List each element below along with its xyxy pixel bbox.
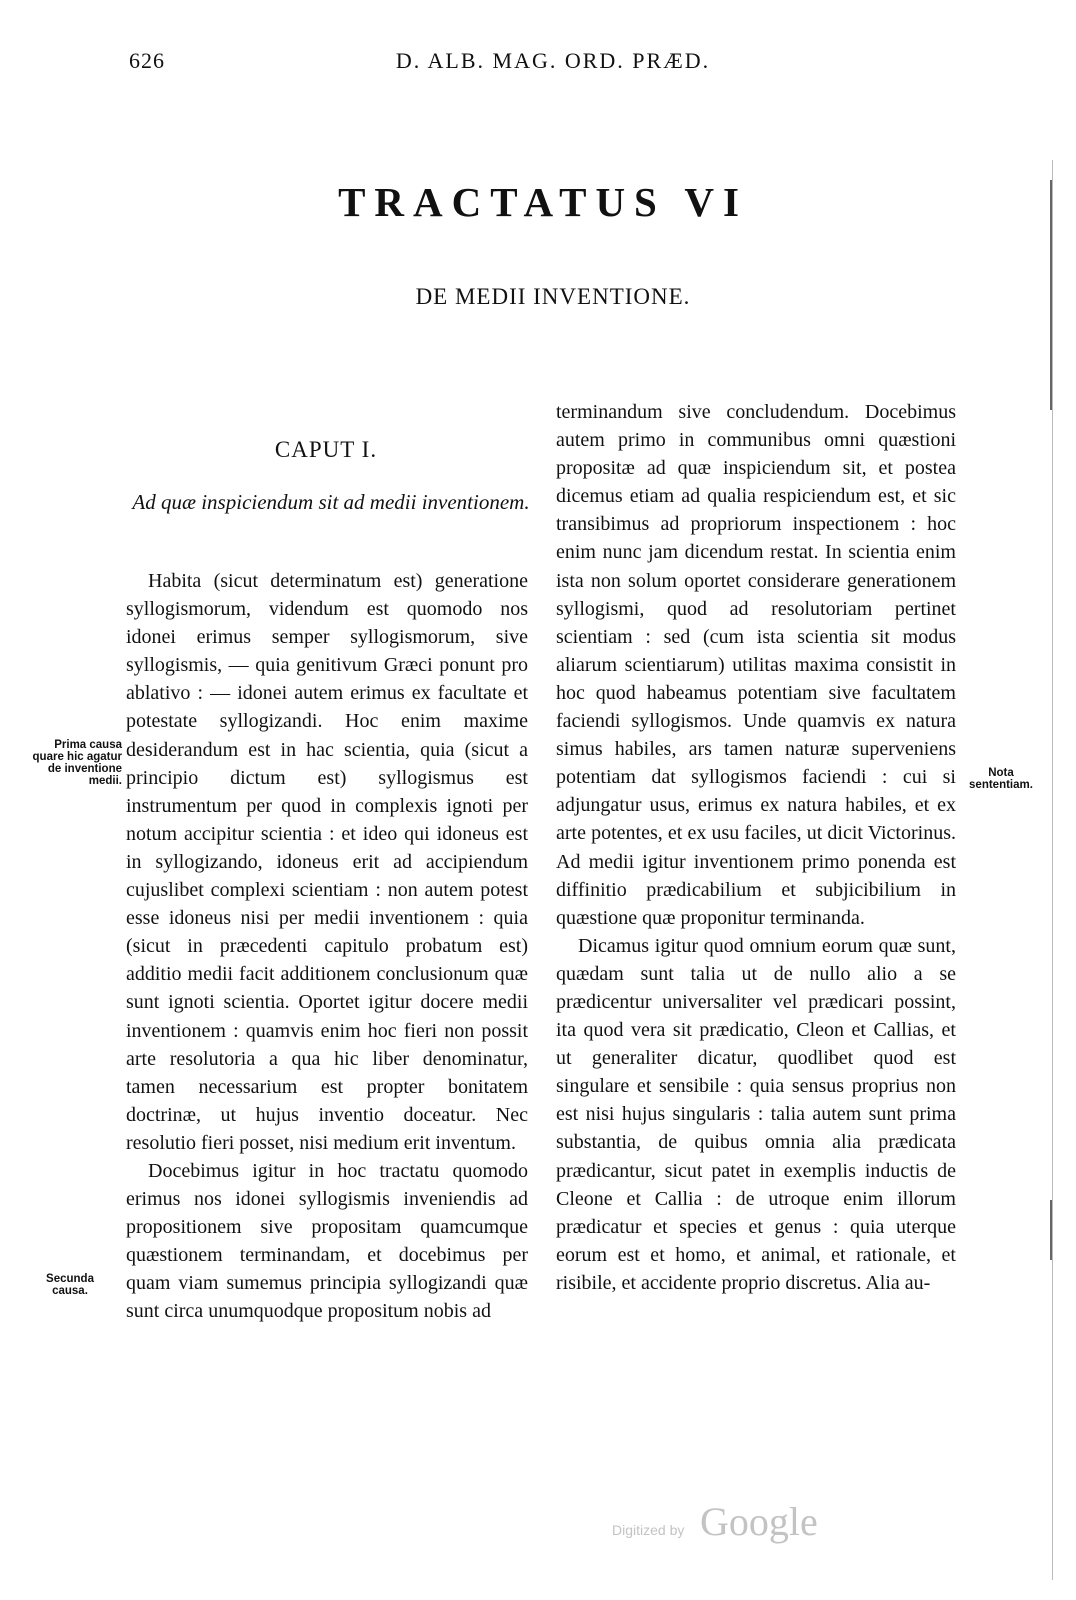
left-column [126,567,528,1326]
treatise-title: TRACTATUS VI [338,179,748,225]
scan-edge-mark-lower [1050,1200,1052,1260]
right-paragraph-2: Dicamus igitur quod omnium eorum quæ sunt, quædam sunt talia ut de nullo alio a se prædicentur universaliter vel prædicari possint, ita quod vera sit prædicatio, Cleon et Callias, et ut generaliter dicatur, quodlibet quod est singulare et sensibile : quia sensus proprius non est nisi hujus singularis : talia autem sunt prima substantia, de quibus omnia alia prædicata prædicantur, sicut patet in exemplis inductis de Cleone et Callia : de utroque enim illorum prædicatur et species et genus : quia uterque eorum est et homo, et animal, et rationale, et risibile, et accidente proprio discretus. Alia au- [556,934,956,1294]
page-header [0,48,1076,78]
watermark-digitized-by: Digitized by [612,1522,685,1538]
google-watermark [612,1498,842,1548]
margin-note-nota-sententiam: Nota sententiam. [969,767,1033,791]
right-column [556,398,956,1297]
running-head: D. ALB. MAG. ORD. PRÆD. [395,48,711,73]
chapter-heading: CAPUT I. [274,437,378,462]
margin-note-prima-causa: Prima causa quare hic agatur de inventione medii. [32,739,122,787]
treatise-subtitle: DE MEDII INVENTIONE. [415,284,691,309]
chapter-summary: Ad quæ inspiciendum sit ad medii inventionem. [132,490,530,514]
left-paragraph-1: Habita (sicut determinatum est) generatione syllogismorum, videndum est quomodo nos idonei erimus semper syllogismorum, sive syllogismis, — quia genitivum Græci ponunt pro ablativo : — idonei autem erimus ex facultate et potestate syllogizandi. Hoc enim maxime desiderandum est in hac scientia, quia (sicut a principio dictum est) syllogismus est instrumentum per quod in complexis ignoti per notum accipitur scientia : et ideo qui idoneus est in syllogizando, idoneus erit ad accipiendum cujuslibet complexi scientiam : non autem potest esse idoneus nisi per medii inventionem : quia (sicut in præcedenti capitulo probatum est) additio medii facit additionem conclusionum quæ sunt ignoti scientia. Oportet igitur docere medii inventionem : quamvis enim hoc fieri non possit arte resolutoria a qua hic liber denominatur, tamen necessarium est propter bonitatem doctrinæ, ut hujus inventio doceatur. Nec resolutio fieri posset, nisi medium erit inventum. [126,570,528,1154]
left-paragraph-2: Docebimus igitur in hoc tractatu quomodo erimus nos idonei syllogismis inveniendis ad propositionem sive propositam quamcumque quæstionem terminandam, et docebimus per quam viam sumemus principia syllogizandi quæ sunt circa unumquodque propositum nobis ad [126,1159,528,1323]
scan-edge-line [1052,160,1053,1580]
scan-edge-mark-upper [1050,180,1052,410]
watermark-google-logo: Google [700,1499,818,1544]
margin-note-secunda-causa: Secunda causa. [46,1273,94,1297]
right-paragraph-1: terminandum sive concludendum. Docebimus autem primo in communibus omni quæstioni propositæ ad quæ inspiciendum sit, et postea dicemus etiam ad qualia respiciendum est, et sic transibimus ad propriorum inspectionem : hoc enim nunc jam dicendum restat. In scientia enim ista non solum oportet considerare generationem syllogismi, quod ad resolutoriam pertinet scientiam : sed (cum ista scientia sit modus aliarum scientiarum) utilitas maxima consistit in hoc quod habeamus potentiam sive facultatem faciendi syllogismos. Unde quamvis ex natura simus habiles, ars tamen naturæ superveniens potentiam dat syllogismos faciendi : cui si adjungatur usus, erimus ex natura habiles, et ex arte potentes, et ex usu faciles, ut dicit Victorinus. Ad medii igitur inventionem primo ponenda est diffinitio prædicabilium et subjicibilium in quæstione quæ proponitur terminanda. [556,401,956,929]
page-number: 626 [129,48,165,73]
